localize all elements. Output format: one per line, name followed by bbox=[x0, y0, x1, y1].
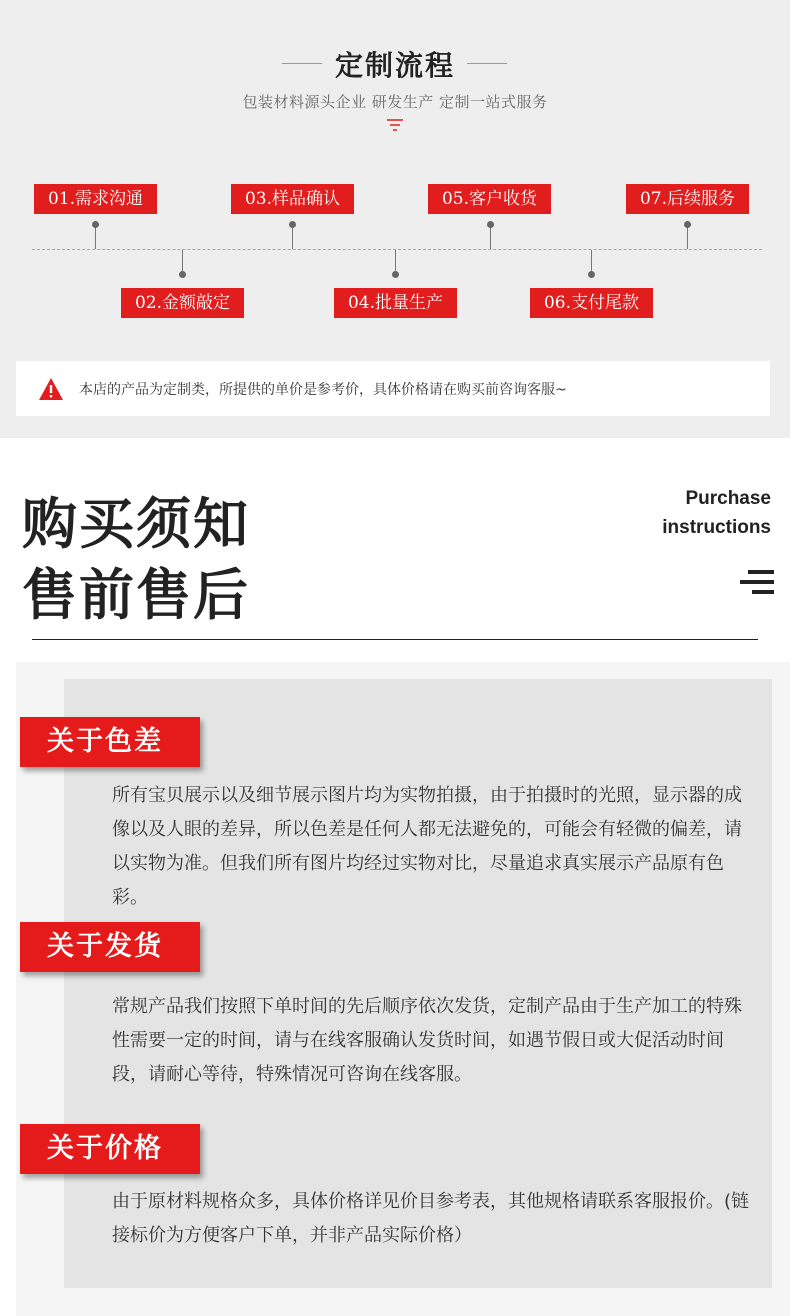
notice-text: 本店的产品为定制类，所提供的单价是参考价，具体价格请在购买前咨询客服~ bbox=[79, 382, 567, 398]
tag-price: 关于价格 bbox=[20, 1124, 200, 1174]
step-04: 04.批量生产 bbox=[334, 288, 457, 318]
instructions-en-line1: Purchase bbox=[685, 488, 771, 509]
step-01-dot bbox=[92, 221, 99, 228]
price-text: 由于原材料规格众多，具体价格详见价目参考表，其他规格请联系客服报价。(链接标价为方便客户下单，并非产品实际价格） bbox=[112, 1191, 750, 1246]
tag-shipping: 关于发货 bbox=[20, 922, 200, 972]
step-03: 03.样品确认 bbox=[231, 184, 354, 214]
menu-icon bbox=[740, 568, 774, 596]
filter-icon bbox=[386, 118, 404, 132]
step-01: 01.需求沟通 bbox=[34, 184, 157, 214]
step-05-dot bbox=[487, 221, 494, 228]
step-02-dot bbox=[179, 271, 186, 278]
step-05: 05.客户收货 bbox=[428, 184, 551, 214]
timeline-line bbox=[32, 249, 762, 250]
step-03-dot bbox=[289, 221, 296, 228]
shipping-text: 常规产品我们按照下单时间的先后顺序依次发货，定制产品由于生产加工的特殊性需要一定的时间，请与在线客服确认发货时间，如遇节假日或大促活动时间段，请耐心等待，特殊情况可咨询在线客服。 bbox=[112, 996, 742, 1085]
tag-color-difference: 关于色差 bbox=[20, 717, 200, 767]
step-06: 06.支付尾款 bbox=[530, 288, 653, 318]
step-04-dot bbox=[392, 271, 399, 278]
step-06-dot bbox=[588, 271, 595, 278]
process-title-row bbox=[0, 44, 790, 84]
notice-box bbox=[16, 361, 770, 416]
title-divider-right bbox=[467, 63, 507, 64]
header-divider bbox=[32, 639, 758, 640]
warning-icon bbox=[38, 377, 64, 401]
instructions-title-line1: 购买须知 bbox=[22, 492, 251, 556]
step-07-dot bbox=[684, 221, 691, 228]
step-07: 07.后续服务 bbox=[626, 184, 749, 214]
color-difference-text: 所有宝贝展示以及细节展示图片均为实物拍摄，由于拍摄时的光照，显示器的成像以及人眼的差异，所以色差是任何人都无法避免的，可能会有轻微的偏差，请以实物为准。但我们所有图片均经过实物对比，尽量追求真实展示产品原有色彩。 bbox=[112, 785, 742, 908]
process-title: 定制流程 bbox=[334, 49, 455, 82]
step-02: 02.金额敲定 bbox=[121, 288, 244, 318]
instructions-en-line2: instructions bbox=[662, 517, 771, 538]
instructions-title-line2: 售前售后 bbox=[22, 563, 251, 627]
process-section bbox=[0, 0, 790, 438]
process-subtitle: 包装材料源头企业 研发生产 定制一站式服务 bbox=[242, 93, 548, 111]
